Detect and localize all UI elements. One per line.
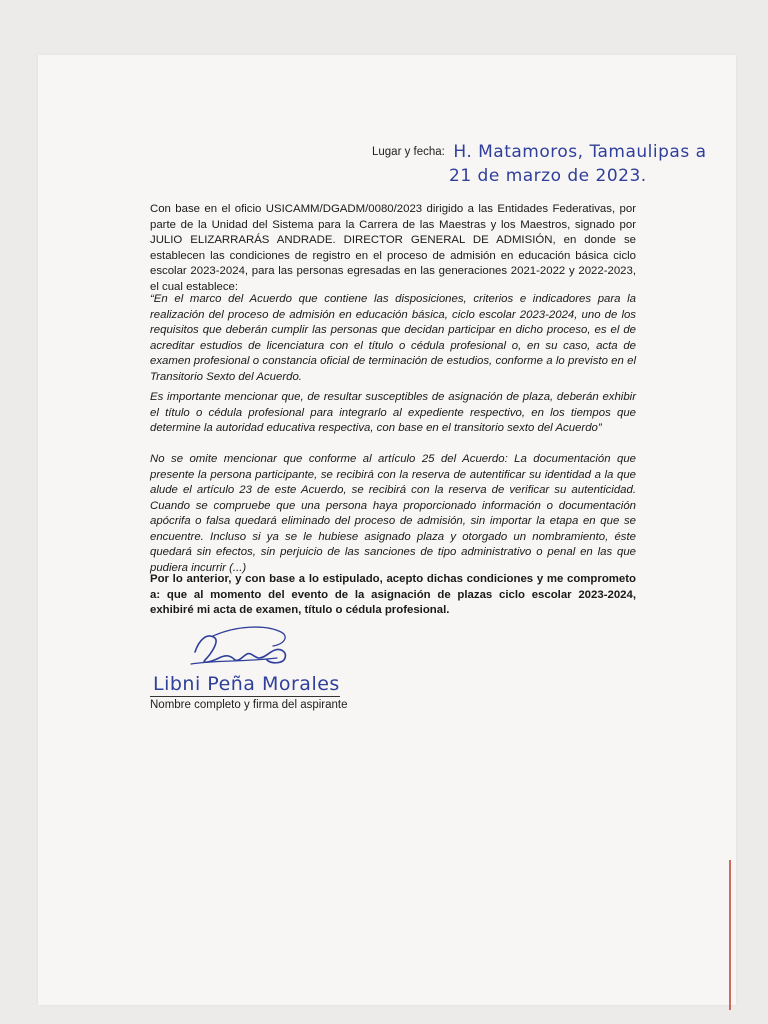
quote-paragraph-3: No se omite mencionar que conforme al artículo 25 del Acuerdo: La documentación que presente la persona participante, se recibirá con la reserva de autentificar su identidad a la que alude el artículo 23 de este Acuerdo, se recibirá con la reserva de verificar su autenticidad. Cuando se compruebe que una persona haya proporcionado información o documentación apócrifa o falsa quedará eliminado del proceso de admisión, sin importar la etapa en que se encuentre. Incluso si ya se le hubiese asignado plaza y otorgado un nombramiento, éste quedará sin efectos, sin perjuicio de las sanciones de tipo administrativo o penal en las que pudiera incurrir (...) (150, 453, 636, 574)
place-date-label: Lugar y fecha: (372, 146, 445, 158)
commitment-paragraph: Por lo anterior, y con base a lo estipulado, acepto dichas condiciones y me comprometo a: que al momento del evento de la asignación de plazas ciclo escolar 2023-2024, exhibiré mi acta de examen, título o cédula profesional. (150, 573, 636, 616)
place-date-row (372, 142, 707, 162)
handwritten-full-name: Libni Peña Morales (153, 673, 340, 695)
quote-paragraph-1: “En el marco del Acuerdo que contiene las disposiciones, criterios e indicadores para la realización del proceso de admisión en educación básica, ciclo escolar 2023-2024, uno de los requisitos que deberán cumplir las personas que decidan participar en dicho proceso, es el de acreditar estudios de licenciatura con el título o cédula profesional o, en su caso, acta de examen profesional o constancia oficial de terminación de estudios, conforme a lo previsto en el Transitorio Sexto del Acuerdo. (150, 293, 636, 383)
page-edge-mark (729, 860, 731, 1010)
quote-paragraph-2: Es importante mencionar que, de resultar susceptibles de asignación de plaza, deberán exhibir el título o cédula profesional para integrarlo al expediente respectivo, en los tiempos que determine la autoridad educativa respectiva, con base en el transitorio sexto del Acuerdo” (150, 391, 636, 434)
handwritten-date: 21 de marzo de 2023. (449, 166, 647, 186)
handwritten-place: H. Matamoros, Tamaulipas a (453, 142, 707, 162)
intro-paragraph: Con base en el oficio USICAMM/DGADM/0080/2023 dirigido a las Entidades Federativas, por parte de la Unidad del Sistema para la Carrera de las Maestras y los Maestros, signado por JULIO ELIZARRARÁS ANDRADE. DIRECTOR GENERAL DE ADMISIÓN, en donde se establecen las condiciones de registro en el proceso de admisión en educación básica ciclo escolar 2023-2024, para las personas egresadas en las generaciones 2021-2022 y 2022-2023, el cual establece: (150, 203, 636, 293)
signature-caption: Nombre completo y firma del aspirante (150, 699, 348, 711)
signature-scribble (185, 622, 305, 674)
signature-underline (150, 696, 340, 697)
